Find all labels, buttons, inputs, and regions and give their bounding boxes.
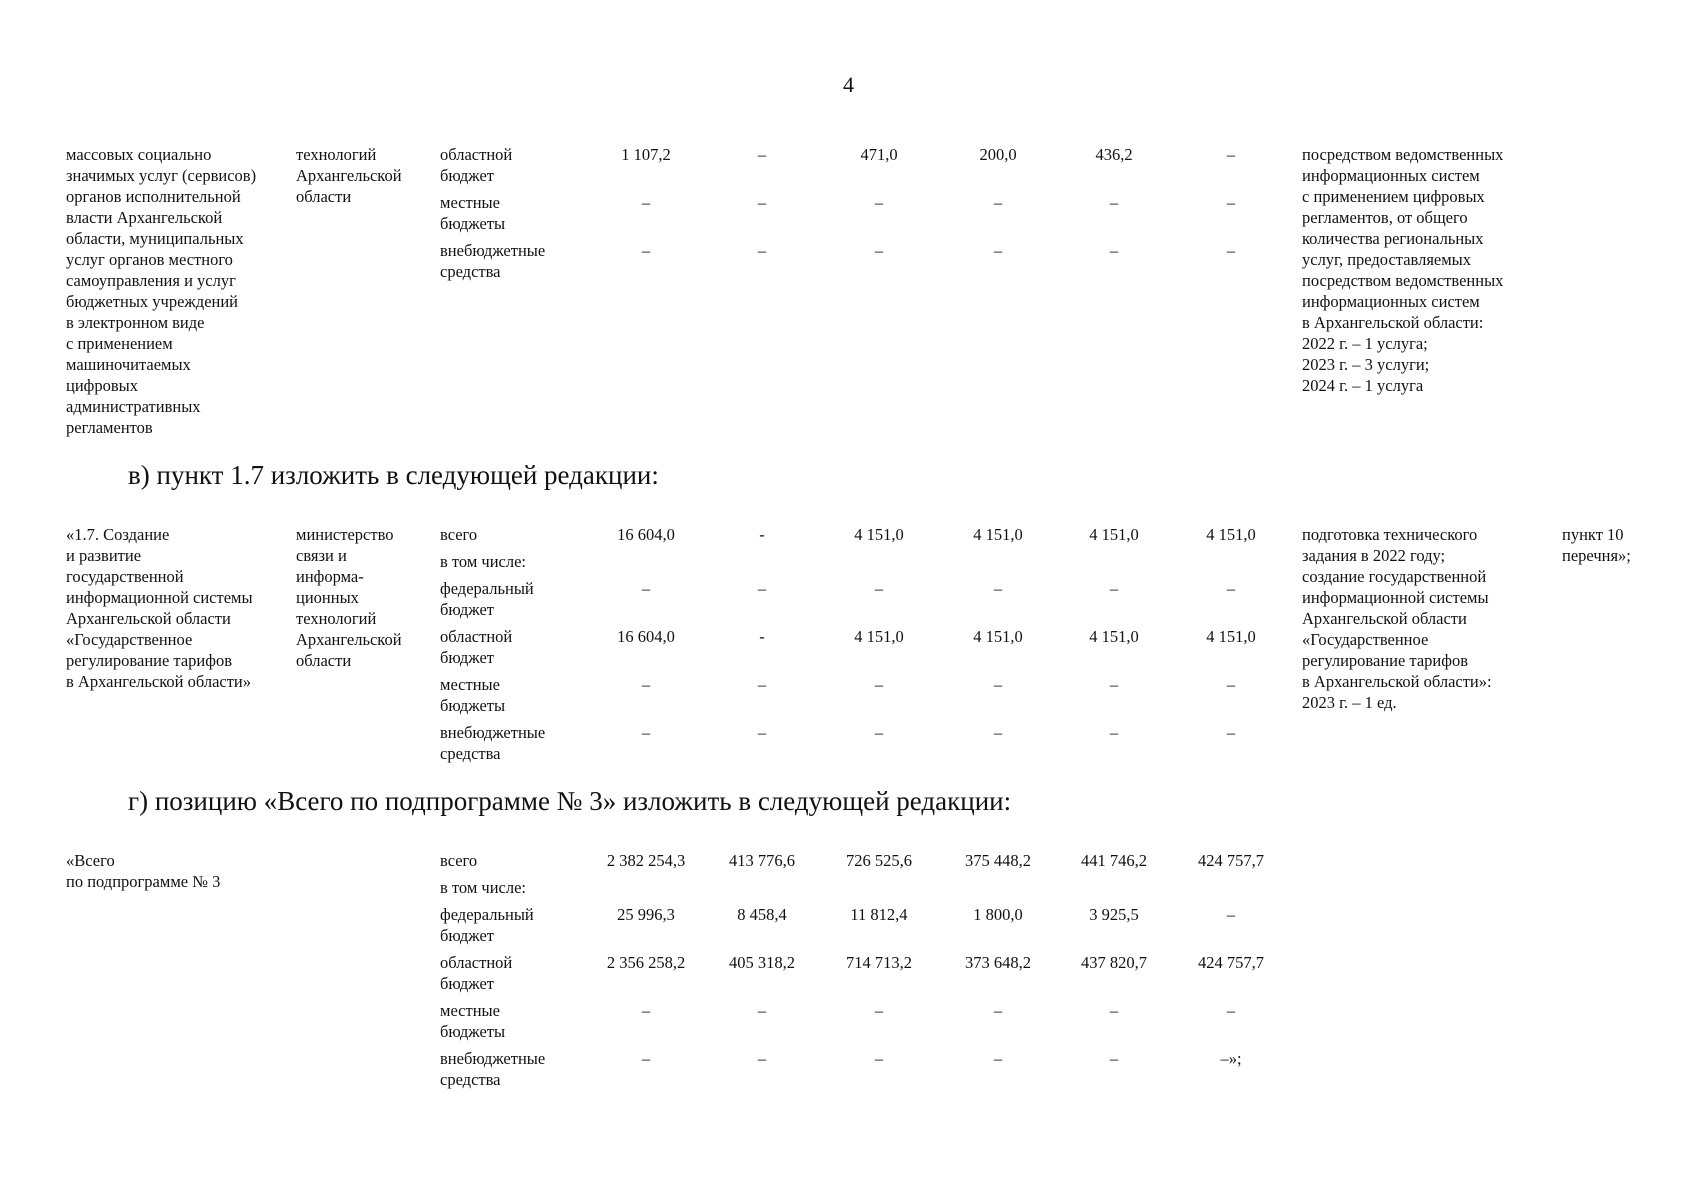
heading-g: г) позицию «Всего по подпрограмме № 3» изложить в следующей редакции:	[128, 786, 1012, 816]
amount-cell: –	[874, 579, 884, 598]
amount-cell: 424 757,7	[1198, 953, 1264, 972]
amount-cell: –	[757, 193, 767, 212]
amount-cell: 200,0	[979, 145, 1017, 164]
funding-source-label: областной бюджет	[440, 627, 513, 667]
amount-cell: 2 382 254,3	[606, 851, 686, 870]
sec2-executor: министерство связи и информа- ционных технологий Архангельской области	[296, 525, 402, 670]
amount-cell: –	[641, 723, 651, 742]
funding-source-label: внебюджетные средства	[440, 241, 546, 281]
amount-cell: 8 458,4	[737, 905, 787, 924]
amount-cell: –	[993, 241, 1003, 260]
funding-source-label: федеральный бюджет	[440, 579, 534, 619]
amount-cell: –	[874, 241, 884, 260]
amount-cell: –	[1226, 675, 1236, 694]
amount-cell: –	[993, 723, 1003, 742]
funding-source-label: в том числе:	[440, 878, 527, 897]
heading-v: в) пункт 1.7 изложить в следующей редакции:	[128, 460, 659, 490]
funding-source-label: федеральный бюджет	[440, 905, 534, 945]
amount-cell: 4 151,0	[854, 627, 904, 646]
amount-cell: 4 151,0	[1206, 525, 1256, 544]
amount-cell: –	[874, 675, 884, 694]
amount-cell: –	[993, 193, 1003, 212]
amount-cell: 714 713,2	[846, 953, 912, 972]
amount-cell: -	[759, 525, 765, 544]
amount-cell: 373 648,2	[965, 953, 1031, 972]
amount-cell: –	[1109, 675, 1119, 694]
amount-cell: –	[641, 675, 651, 694]
amount-cell: –	[993, 1001, 1003, 1020]
sec2-reference: пункт 10 перечня»;	[1562, 525, 1631, 565]
amount-cell: 3 925,5	[1089, 905, 1139, 924]
funding-source-label: внебюджетные средства	[440, 723, 546, 763]
amount-cell: –	[1226, 145, 1236, 164]
sec1-executor: технологий Архангельской области	[296, 145, 402, 206]
amount-cell: –	[993, 579, 1003, 598]
amount-cell: –	[1226, 579, 1236, 598]
amount-cell: –	[874, 723, 884, 742]
amount-cell: –	[757, 145, 767, 164]
amount-cell: –	[641, 241, 651, 260]
amount-cell: –	[874, 1049, 884, 1068]
amount-cell: –	[993, 1049, 1003, 1068]
amount-cell: –	[757, 1001, 767, 1020]
amount-cell: –	[757, 723, 767, 742]
sec1-activity-name: массовых социально значимых услуг (сервисов) органов исполнительной власти Архангельской области, муниципальных услуг органов местного самоуправления и услуг бюджетных учреждений в электронном виде с применением машиночитаемых цифровых административных регламентов	[66, 145, 257, 437]
amount-cell: 375 448,2	[965, 851, 1031, 870]
amount-cell: –	[757, 579, 767, 598]
amount-cell: 413 776,6	[729, 851, 795, 870]
amount-cell: –	[641, 193, 651, 212]
amount-cell: –	[1226, 193, 1236, 212]
amount-cell: 405 318,2	[729, 953, 795, 972]
amount-cell: 1 107,2	[621, 145, 671, 164]
amount-cell: 1 800,0	[973, 905, 1023, 924]
amount-cell: –	[757, 241, 767, 260]
amount-cell: 436,2	[1095, 145, 1133, 164]
sec1-result: посредством ведомственных информационных систем с применением цифровых регламентов, от общего количества региональных услуг, предоставляемых посредством ведомственных информационных систем в Архангельской области: 2022 г. – 1 услуга; 2023 г. – 3 услуги; 2024 г. – 1 услуга	[1302, 145, 1504, 395]
amount-cell: –	[641, 579, 651, 598]
amount-cell: –	[757, 675, 767, 694]
funding-source-label: местные бюджеты	[440, 675, 506, 715]
funding-source-label: областной бюджет	[440, 145, 513, 185]
amount-cell: 4 151,0	[1089, 525, 1139, 544]
amount-cell: 4 151,0	[973, 627, 1023, 646]
amount-cell: 16 604,0	[617, 525, 675, 544]
amount-cell: –»;	[1220, 1049, 1242, 1068]
amount-cell: 4 151,0	[1089, 627, 1139, 646]
amount-cell: 2 356 258,2	[606, 953, 686, 972]
amount-cell: 441 746,2	[1081, 851, 1147, 870]
amount-cell: –	[641, 1001, 651, 1020]
funding-source-label: всего	[440, 525, 478, 544]
funding-source-label: местные бюджеты	[440, 193, 506, 233]
amount-cell: –	[1226, 905, 1236, 924]
amount-cell: –	[1109, 241, 1119, 260]
amount-cell: –	[874, 1001, 884, 1020]
page-number: 4	[843, 72, 854, 97]
amount-cell: –	[1109, 1049, 1119, 1068]
amount-cell: –	[641, 1049, 651, 1068]
sec3-total-name: «Всего по подпрограмме № 3	[66, 851, 221, 891]
amount-cell: –	[874, 193, 884, 212]
amount-cell: –	[1226, 241, 1236, 260]
amount-cell: 726 525,6	[846, 851, 912, 870]
amount-cell: –	[1109, 579, 1119, 598]
amount-cell: 4 151,0	[1206, 627, 1256, 646]
amount-cell: –	[1226, 1001, 1236, 1020]
amount-cell: 25 996,3	[617, 905, 675, 924]
amount-cell: 4 151,0	[973, 525, 1023, 544]
amount-cell: –	[1226, 723, 1236, 742]
funding-source-label: всего	[440, 851, 478, 870]
amount-cell: 4 151,0	[854, 525, 904, 544]
amount-cell: -	[759, 627, 765, 646]
funding-source-label: областной бюджет	[440, 953, 513, 993]
amount-cell: 16 604,0	[617, 627, 675, 646]
amount-cell: –	[757, 1049, 767, 1068]
amount-cell: –	[993, 675, 1003, 694]
amount-cell: 424 757,7	[1198, 851, 1264, 870]
amount-cell: 11 812,4	[850, 905, 908, 924]
sec2-result: подготовка технического задания в 2022 году; создание государственной информационной системы Архангельской области «Государственное регулирование тарифов в Архангельской области»: 2023 г. – 1 ед.	[1302, 525, 1492, 712]
funding-source-label: в том числе:	[440, 552, 527, 571]
funding-source-label: местные бюджеты	[440, 1001, 506, 1041]
amount-cell: 471,0	[860, 145, 898, 164]
amount-cell: 437 820,7	[1081, 953, 1147, 972]
sec2-activity-name: «1.7. Создание и развитие государственной информационной системы Архангельской области «Государственное регулирование тарифов в Архангельской области»	[66, 525, 253, 691]
amount-cell: –	[1109, 1001, 1119, 1020]
funding-source-label: внебюджетные средства	[440, 1049, 546, 1089]
amount-cell: –	[1109, 723, 1119, 742]
amount-cell: –	[1109, 193, 1119, 212]
